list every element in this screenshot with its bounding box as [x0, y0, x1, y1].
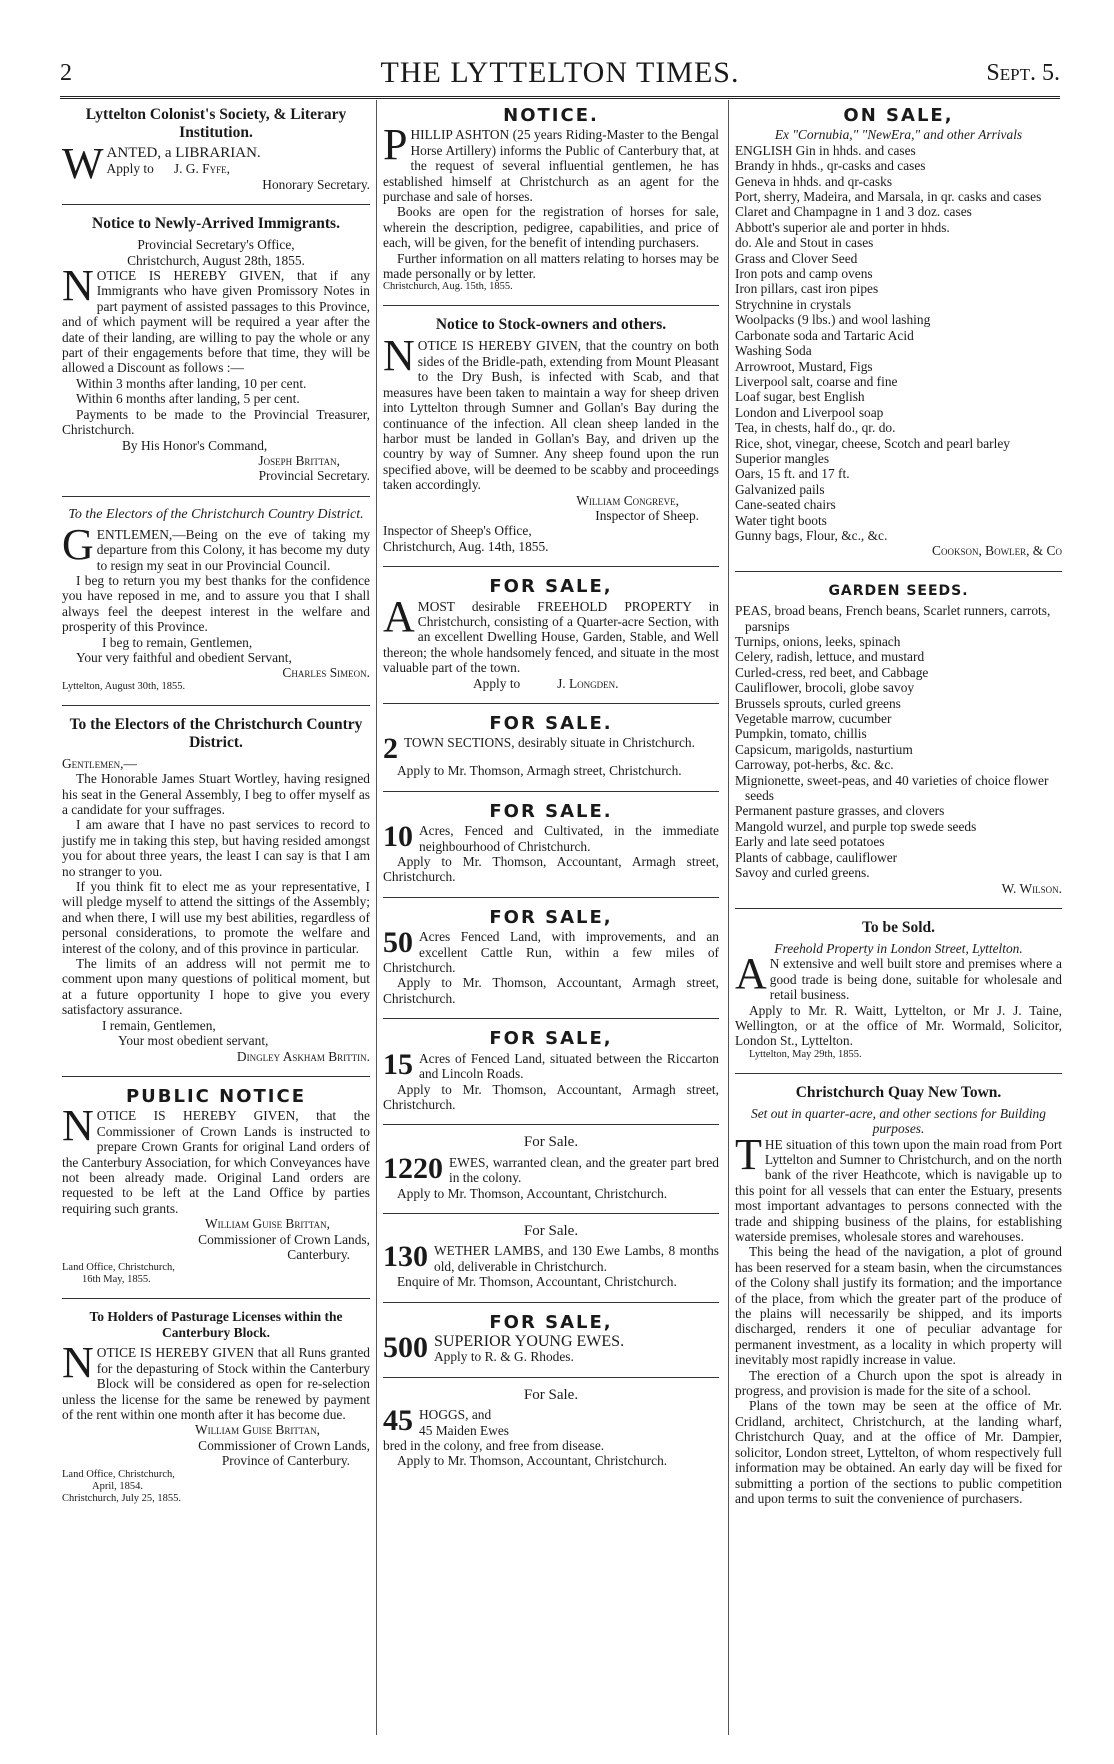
ad-heading: To the Electors of the Christchurch Country District.	[68, 506, 364, 522]
ad-subheading: Ex "Cornubia," "NewEra," and other Arrivals	[774, 127, 1023, 143]
lambs-130-ad	[383, 1220, 719, 1296]
ad-subheading: Freehold Property in London Street, Lyttelton.	[774, 940, 1023, 956]
list-item: Geneva in hhds. and qr-casks	[735, 173, 893, 189]
apply-line: Apply to Mr. Thomson, Accountant, Christchurch.	[397, 1185, 668, 1201]
ad-line: 45 Maiden Ewes	[419, 1422, 509, 1438]
masthead-rule	[60, 96, 1060, 99]
apply-line: Apply to Mr. Thomson, Accountant, Armagh street, Christchurch.	[383, 854, 719, 885]
notice-body: NOTICE IS HEREBY GIVEN, that if any Immigrants who have given Promissory Notes in part payment of assisted passages to this Province, and of which payment will be required a year after the date of their landing, are willing to pay the whole or any part of their engagements before that time, they will be allowed a Discount as follows :—	[62, 261, 370, 376]
ad-body: AMOST desirable FREEHOLD PROPERTY in Christchurch, consisting of a Quarter-acre Section, with an excellent Dwelling House, Garden, Stable, and Well thereon; the whole handsomely fenced, and situate in the most valuable part of the town.	[383, 591, 719, 676]
signatory: W. Wilson.	[1001, 880, 1062, 896]
list-item: Brussels sprouts, curled greens	[735, 695, 901, 711]
list-item: Grass and Clover Seed	[735, 250, 858, 266]
signatory: William Guise Brittan,	[194, 1422, 320, 1438]
stockowners-notice	[383, 312, 719, 560]
ad-heading: FOR SALE.	[489, 800, 613, 822]
notice-body: NOTICE IS HEREBY GIVEN, that the country on both sides of the Bridle-path, extending from Mount Pleasant to the Dry Bush, is infected with Scab, and that measures have been taken to maintain a way for sheep driven into Lyttelton through Sumner and Gollan's Bay during the continuance of the infection. All clean sheep landed in the harbor must be landed in Gollan's Bay, and driven up the country by way of Sumner. Any sheep found upon the run specified above, will be deemed to be scabby and proceedings taken accordingly.	[383, 331, 720, 493]
immigrants-notice	[62, 211, 370, 490]
apply-line: Enquire of Mr. Thomson, Accountant, Christchurch.	[397, 1274, 677, 1290]
ad-heading: NOTICE.	[503, 105, 599, 126]
list-item: Mangold wurzel, and purple top swede seeds	[735, 818, 977, 834]
divider	[62, 496, 370, 497]
freehold-sale-ad	[383, 573, 719, 697]
list-item: Tea, in chests, half do., qr. do.	[735, 420, 896, 436]
quantity-number: 10	[383, 820, 413, 854]
signatory: Cookson, Bowler, & Co	[932, 543, 1062, 559]
garden-seeds-ad	[735, 578, 1062, 902]
ad-heading: FOR SALE.	[489, 713, 613, 734]
signatory: Joseph Brittan,	[258, 452, 340, 468]
notice-body: PHILLIP ASHTON (25 years Riding-Master to the Bengal Horse Artillery) informs the Public of Canterbury that, at the request of several influential gentlemen, he has established himself at Christchurch as an agent for the purchase and sale of horses.	[383, 120, 719, 205]
notice-paragraph: Further information on all matters relating to horses may be made personally or by letter.	[383, 250, 719, 282]
signatory: Dingley Askham Brittin.	[236, 1048, 370, 1064]
list-item: Washing Soda	[735, 343, 812, 359]
electors-address-2	[62, 712, 370, 1070]
divider	[383, 305, 719, 306]
closing-line: Your most obedient servant,	[118, 1033, 269, 1049]
signatory-place: Canterbury.	[287, 1246, 350, 1262]
signatory-role: Commissioner of Crown Lands,	[198, 1437, 370, 1453]
list-item: Brandy in hhds., qr-casks and cases	[735, 158, 926, 174]
public-notice	[62, 1083, 370, 1292]
ewes-500-ad	[383, 1309, 719, 1371]
ad-paragraph: This being the head of the navigation, a plot of ground has been reserved for a steam basin, when the circumstances of the Colony shall justify its formation; and the importance of the place, from which the greater part of the produce of the plains will necessarily be shipped, and its imports discharged, renders it one of peculiar advantage for permanent investment, as a locality in which property will inevitably most rapidly increase in value.	[735, 1244, 1062, 1368]
list-item: Oars, 15 ft. and 17 ft.	[735, 466, 850, 482]
ad-heading: Notice to Stock-owners and others.	[435, 316, 667, 334]
list-item: Carroway, pot-herbs, &c. &c.	[735, 757, 894, 773]
masthead	[60, 56, 1060, 96]
ad-body: Acres of Fenced Land, situated between the Riccarton and Lincoln Roads.	[419, 1050, 719, 1082]
list-item: Superior mangles	[735, 450, 830, 466]
list-item: Claret and Champagne in 1 and 3 doz. cases	[735, 204, 972, 220]
address-paragraph: The limits of an address will not permit me to comment upon many questions of political moment, but at a future opportunity I hope to give you every satisfactory assurance.	[62, 956, 370, 1018]
list-item: Capsicum, marigolds, nasturtium	[735, 741, 913, 757]
list-item: Arrowroot, Mustard, Figs	[735, 358, 873, 374]
discount-line: Within 6 months after landing, 5 per cent.	[76, 391, 300, 407]
address-paragraph: I beg to return you my best thanks for the confidence you have reposed in me, and to assure you that I shall always feel the deepest interest in the welfare and prosperity of this Province.	[62, 572, 370, 635]
ad-heading: GARDEN SEEDS.	[828, 582, 969, 599]
ad-line: HOGGS, and	[419, 1407, 492, 1423]
ad-body: Acres, Fenced and Cultivated, in the immediate neighbourhood of Christchurch.	[419, 823, 719, 854]
ad-heading: Lyttelton Colonist's Society, & Literary Institution.	[85, 106, 347, 141]
ad-heading: FOR SALE,	[489, 1311, 613, 1333]
ad-body: bred in the colony, and free from disease.	[383, 1438, 605, 1453]
ad-heading: To Holders of Pasturage Licenses within the Canterbury Block.	[89, 1309, 343, 1341]
date-line: Lyttelton, August 30th, 1855.	[62, 680, 186, 692]
list-item: Strychnine in crystals	[735, 296, 852, 312]
ad-body: SUPERIOR YOUNG EWES.	[434, 1332, 625, 1350]
list-item: Early and late seed potatoes	[735, 834, 885, 850]
column-1	[62, 102, 370, 1511]
list-item: Liverpool salt, coarse and fine	[735, 373, 898, 389]
address-paragraph: I am aware that I have no past services to record to justify me in taking this step, but having resided amongst you for about three years, the least I can say is that I am no stranger to you.	[62, 817, 370, 879]
list-item: Turnips, onions, leeks, spinach	[735, 634, 901, 649]
list-item: Water tight boots	[735, 512, 827, 528]
divider	[735, 571, 1062, 572]
ad-heading: ON SALE,	[843, 105, 954, 126]
divider	[62, 1076, 370, 1077]
date-line: Christchurch, July 25, 1855.	[62, 1492, 181, 1504]
divider	[62, 1298, 370, 1299]
apply-line: Apply to Mr. Thomson, Armagh street, Christchurch.	[397, 763, 682, 779]
divider	[735, 908, 1062, 909]
notice-paragraph: Books are open for the registration of horses for sale, wherein the description, pedigree, capabilities, and price of each, will be given, for the benefit of intending purchasers.	[383, 204, 719, 251]
address-paragraph: The Honorable James Stuart Wortley, having resigned his seat in the General Assembly, I beg to offer myself as a candidate for your suffrages.	[62, 771, 370, 817]
column-2	[383, 102, 719, 1475]
ad-heading: To be Sold.	[861, 918, 936, 936]
column-rule	[728, 100, 729, 1735]
ad-body: AN extensive and well built store and premises where a good trade is being done, suitable for wholesale and retail business.	[735, 949, 1062, 1003]
signatory-role: Honorary Secretary.	[262, 176, 370, 192]
ad-body: Acres Fenced Land, with improvements, and an excellent Cattle Run, within a few miles of Christchurch.	[383, 929, 719, 976]
list-item: Savoy and curled greens.	[735, 865, 870, 881]
quantity-number: 45	[383, 1404, 413, 1438]
salutation: Gentlemen,—	[62, 755, 137, 771]
goods-list	[735, 143, 1062, 544]
ad-heading: Notice to Newly-Arrived Immigrants.	[92, 215, 340, 233]
office-line: Land Office, Christchurch,	[62, 1468, 175, 1480]
ad-heading: For Sale.	[523, 1134, 579, 1151]
ad-heading: For Sale.	[523, 1222, 579, 1239]
quantity-number: 1220	[383, 1151, 443, 1185]
to-be-sold-ad	[735, 915, 1062, 1067]
ad-heading: To the Electors of the Christchurch Country District.	[69, 715, 363, 751]
quay-new-town-ad	[735, 1080, 1062, 1513]
hoggs-45-ad	[383, 1384, 719, 1475]
electors-address-1	[62, 503, 370, 699]
ewes-1220-ad	[383, 1131, 719, 1207]
divider	[735, 1073, 1062, 1074]
signatory-role: Commissioner of Crown Lands,	[198, 1231, 370, 1247]
office-line: Land Office, Christchurch,	[62, 1262, 175, 1274]
list-item: Port, sherry, Madeira, and Marsala, in qr. casks and cases	[735, 189, 1042, 205]
page-number: 2	[60, 60, 72, 86]
list-item: Gunny bags, Flour, &c., &c.	[735, 527, 888, 543]
ad-heading: PUBLIC NOTICE	[125, 1085, 307, 1107]
ad-heading: For Sale.	[523, 1386, 579, 1403]
ad-subheading: Set out in quarter-acre, and other sections for Building purposes.	[751, 1105, 1046, 1137]
signatory-role: Provincial Secretary.	[258, 468, 370, 484]
list-item: Pumpkin, tomato, chillis	[735, 726, 867, 742]
signatory-role: Inspector of Sheep.	[595, 507, 699, 523]
quantity-number: 130	[383, 1240, 428, 1274]
list-item: Permanent pasture grasses, and clovers	[735, 803, 945, 819]
divider	[383, 1377, 719, 1378]
quantity-number: 2	[383, 732, 398, 766]
ad-heading: FOR SALE,	[489, 576, 613, 598]
office-line: Inspector of Sheep's Office,	[383, 523, 532, 539]
ad-paragraph: Plans of the town may be seen at the office of Mr. Cridland, architect, Christchurch, at the landing wharf, Christchurch Quay, and at the office of Mr. Dampier, solicitor, London street, Lyttelton, of whom respectively full information may be obtained. An early day will be fixed for submitting a portion of the sections to public competition and upon terms to suit the convenience of purchasers.	[735, 1398, 1062, 1506]
issue-date: Sept. 5.	[986, 60, 1060, 86]
date-line: Lyttelton, May 29th, 1855.	[749, 1048, 862, 1060]
ad-lead: WANTED, a LIBRARIAN.	[62, 139, 261, 188]
list-item: Cane-seated chairs	[735, 497, 836, 513]
ad-heading: FOR SALE,	[489, 1028, 613, 1050]
notice-body: NOTICE IS HEREBY GIVEN, that the Commissioner of Crown Lands is instructed to prepare Crown Grants for original Land orders of the Canterbury Association, for which Conveyances have not been already made. Original Land orders are requested to be left at the Land Office by parties requiring such grants.	[62, 1101, 370, 1216]
librarian-ad	[62, 102, 370, 198]
closing-line: I beg to remain, Gentlemen,	[102, 634, 253, 650]
list-item: Galvanized pails	[735, 481, 825, 497]
signatory: William Guise Brittan,	[204, 1216, 330, 1232]
apply-label: Apply to	[106, 161, 154, 177]
list-item: Curled-cress, red beet, and Cabbage	[735, 664, 929, 680]
signatory: J. Longden.	[557, 675, 619, 691]
ad-body: EWES, warranted clean, and the greater part bred in the colony.	[449, 1154, 719, 1186]
divider	[383, 566, 719, 567]
notice-body: NOTICE IS HEREBY GIVEN that all Runs granted for the depasturing of Stock within the Canterbury Block will be considered as open for re-selection unless the license for the same be renewed by payment of the rent within one month after it has become due.	[62, 1338, 370, 1422]
closing-line: Your very faithful and obedient Servant,	[76, 649, 292, 665]
acres-50-ad	[383, 904, 719, 1012]
apply-line: Apply to R. & G. Rhodes.	[434, 1349, 574, 1365]
closing-line: I remain, Gentlemen,	[102, 1017, 216, 1033]
divider	[383, 1302, 719, 1303]
apply-label: Apply to	[473, 675, 521, 691]
list-item: Celery, radish, lettuce, and mustard	[735, 649, 925, 665]
divider	[383, 1213, 719, 1214]
command-line: By His Honor's Command,	[122, 437, 268, 453]
list-item: Abbott's superior ale and porter in hhds.	[735, 219, 950, 235]
ad-body: TOWN SECTIONS, desirably situate in Christchurch.	[404, 735, 695, 751]
acres-15-ad	[383, 1025, 719, 1118]
column-rule	[376, 100, 377, 1735]
acres-10-ad	[383, 798, 719, 891]
date-line: Christchurch, Aug. 14th, 1855.	[383, 538, 549, 554]
seeds-list	[735, 603, 1062, 880]
ad-heading: FOR SALE,	[489, 906, 613, 928]
apply-line: Apply to Mr. Thomson, Accountant, Christchurch.	[397, 1453, 668, 1469]
list-item: London and Liverpool soap	[735, 404, 884, 420]
address-paragraph: GENTLEMEN,—Being on the eve of taking my departure from this Colony, it has become my duty to resign my seat in our Provincial Council.	[62, 519, 370, 573]
ad-paragraph: The erection of a Church upon the spot is already in progress, and provision is made for the site of a school.	[735, 1367, 1062, 1399]
ad-body: WETHER LAMBS, and 130 Ewe Lambs, 8 months old, deliverable in Christchurch.	[434, 1243, 719, 1274]
pasturage-notice	[62, 1305, 370, 1510]
date-line: 16th May, 1855.	[82, 1274, 151, 1286]
ad-paragraph: THE situation of this town upon the main road from Port Lyttelton and Sumner to Christchurch, and on the north bank of the river Heathcote, which is navigable up to this point for all vessels that can enter the Estuary, presents most important advantages to persons connected with the trade and shipping business of the plains, for establishing waterside premises, wholesale stores and warehouses.	[735, 1129, 1062, 1244]
ad-heading: Christchurch Quay New Town.	[795, 1083, 1002, 1101]
list-item: Mignionette, sweet-peas, and 40 varieties of choice flower seeds	[735, 772, 1049, 804]
quantity-number: 500	[383, 1330, 428, 1364]
ashton-notice	[383, 102, 719, 299]
discount-line: Within 3 months after landing, 10 per cent.	[76, 375, 307, 391]
signatory: J. G. Fyfe,	[173, 161, 230, 177]
newspaper-title: THE LYTTELTON TIMES.	[380, 56, 740, 89]
list-item: Woolpacks (9 lbs.) and wool lashing	[735, 312, 931, 328]
list-item: PEAS, broad beans, French beans, Scarlet runners, carrots, parsnips	[735, 603, 1051, 634]
list-item: Carbonate soda and Tartaric Acid	[735, 327, 914, 343]
list-item: do. Ale and Stout in cases	[735, 235, 874, 251]
date-line: Christchurch, Aug. 15th, 1855.	[383, 281, 513, 293]
signatory-place: Province of Canterbury.	[221, 1453, 350, 1469]
divider	[383, 703, 719, 704]
list-item: Iron pots and camp ovens	[735, 266, 873, 282]
quantity-number: 15	[383, 1047, 413, 1081]
on-sale-ad	[735, 102, 1062, 565]
office-line: Provincial Secretary's Office,	[137, 237, 295, 253]
quantity-number: 50	[383, 926, 413, 960]
list-item: ENGLISH Gin in hhds. and cases	[735, 142, 916, 158]
date-line: April, 1854.	[92, 1480, 144, 1492]
divider	[383, 1018, 719, 1019]
divider	[383, 1124, 719, 1125]
apply-line: Apply to Mr. R. Waitt, Lyttelton, or Mr J. J. Taine, Wellington, or at the office of Mr. Wormald, Solicitor, London St., Lyttelton.	[735, 1002, 1062, 1049]
column-3	[735, 102, 1062, 1512]
signatory: William Congreve,	[576, 492, 679, 508]
list-item: Loaf sugar, best English	[735, 389, 865, 405]
list-item: Cauliflower, brocoli, globe savoy	[735, 680, 915, 696]
divider	[62, 204, 370, 205]
apply-line: Apply to Mr. Thomson, Accountant, Armagh street, Christchurch.	[383, 1081, 719, 1112]
address-paragraph: If you think fit to elect me as your representative, I will pledge myself to attend the sittings of the Assembly; and when there, I will use my best abilities, regardless of personal considerations, to promote the welfare and interest of the colony, and of this province in particular.	[62, 879, 370, 956]
signatory: Charles Simeon.	[282, 665, 370, 681]
list-item: Rice, shot, vinegar, cheese, Scotch and pearl barley	[735, 435, 1010, 451]
divider	[383, 791, 719, 792]
list-item: Plants of cabbage, cauliflower	[735, 849, 898, 865]
date-line: Christchurch, August 28th, 1855.	[127, 252, 305, 268]
payment-line: Payments to be made to the Provincial Treasurer, Christchurch.	[62, 406, 370, 438]
divider	[62, 705, 370, 706]
town-sections-ad	[383, 710, 719, 785]
divider	[383, 897, 719, 898]
list-item: Iron pillars, cast iron pipes	[735, 281, 879, 297]
list-item: Vegetable marrow, cucumber	[735, 711, 892, 727]
apply-line: Apply to Mr. Thomson, Accountant, Armagh street, Christchurch.	[383, 975, 719, 1006]
